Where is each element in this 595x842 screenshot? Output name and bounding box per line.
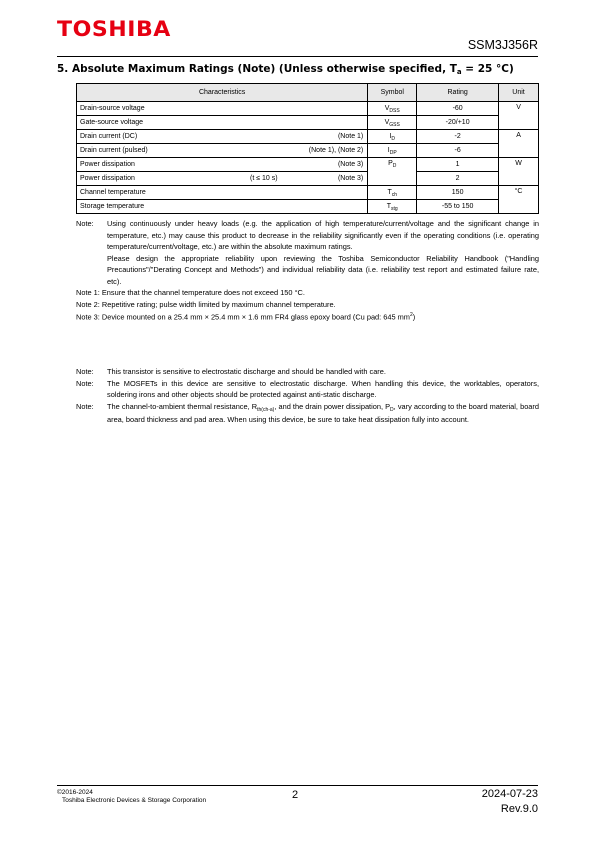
symbol-cell: $I_D$ — [368, 130, 417, 144]
note-text: Using continuously under heavy loads (e.g. the application of high temperature/current/voltage and the significant change in temperature, etc.) may cause this product to decrease in the reliability significantly even if the operating conditions (i.e. operating temperature/current/voltage, etc.) are within the absolute maximum ratings. — [107, 219, 539, 251]
characteristic-cell: Drain current (pulsed) — [80, 147, 148, 154]
note-esd — [76, 366, 539, 378]
table-row — [77, 186, 539, 200]
note-text: The MOSFETs in this device are sensitive to electrostatic discharge. When handling this device, the worktables, operators, soldering irons and other objects should be protected against anti-static discharge. — [107, 378, 539, 399]
ratings-notes — [76, 218, 539, 323]
absolute-maximum-ratings-table — [76, 83, 539, 214]
table-row — [77, 144, 539, 158]
table-row — [77, 200, 539, 214]
col-header-symbol: Symbol — [368, 84, 417, 102]
symbol-cell: $P_D$ — [368, 158, 417, 186]
note-label: Note: — [76, 378, 94, 388]
col-header-rating: Rating — [417, 84, 499, 102]
document-date: 2024-07-23 — [481, 788, 538, 800]
handling-notes — [76, 366, 539, 426]
rating-cell: -60 — [417, 102, 499, 116]
note-label: Note: — [76, 367, 94, 376]
characteristic-cell: Gate-source voltage — [80, 119, 144, 126]
note-ref: (Note 1), (Note 2) — [308, 147, 364, 154]
table-row — [77, 130, 539, 144]
note-thermal — [76, 401, 539, 426]
header-divider — [57, 56, 538, 57]
rating-cell: -6 — [417, 144, 499, 158]
table-header-row — [77, 84, 539, 102]
revision: Rev.9.0 — [500, 803, 538, 815]
symbol-cell: $I_{DP}$ — [368, 144, 417, 158]
col-header-characteristics: Characteristics — [77, 84, 368, 102]
table-row — [77, 158, 539, 172]
characteristic-cell: Drain current (DC) — [80, 133, 138, 140]
characteristic-cell: Drain-source voltage — [80, 105, 145, 112]
col-header-unit: Unit — [499, 84, 539, 102]
rating-cell: -20/+10 — [417, 116, 499, 130]
unit-cell: °C — [499, 186, 539, 214]
note-text: The channel-to-ambient thermal resistance, $R_{th(ch-a)}$, and the drain power dissipation, $P_D$, vary according to the board material, board area, board thickness and pad area. When using this device, be sure to take heat dissipation fully into account. — [107, 401, 539, 424]
copyright: ©2016-2024 — [57, 789, 93, 796]
note-ref: (Note 3) — [337, 161, 364, 168]
rating-cell: -2 — [417, 130, 499, 144]
rating-cell: 1 — [417, 158, 499, 172]
unit-cell: V — [499, 102, 539, 130]
symbol-cell: $T_{stg}$ — [368, 200, 417, 214]
section-title: 5. Absolute Maximum Ratings (Note) (Unless otherwise specified, Ta = 25 °C) — [57, 63, 514, 76]
note-1: Note 1: Ensure that the channel temperature does not exceed 150 °C. — [76, 288, 305, 297]
rating-cell: 150 — [417, 186, 499, 200]
note-general — [76, 218, 539, 253]
note-2: Note 2: Repetitive rating; pulse width limited by maximum channel temperature. — [76, 299, 336, 309]
note-text: This transistor is sensitive to electrostatic discharge and should be handled with care. — [107, 367, 386, 376]
characteristic-cell: Channel temperature — [80, 189, 146, 196]
page-number: 2 — [292, 789, 299, 801]
note-mosfet-esd — [76, 378, 539, 401]
note-3: Note 3: Device mounted on a 25.4 mm × 25.4 mm × 1.6 mm FR4 glass epoxy board (Cu pad: 645 $mm^2$) — [76, 312, 416, 322]
unit-cell: W — [499, 158, 539, 186]
symbol-cell: $V_{DSS}$ — [368, 102, 417, 116]
note-label: Note: — [76, 401, 94, 411]
characteristic-cell: Storage temperature — [80, 203, 145, 210]
note-reliability-text: Please design the appropriate reliability upon reviewing the Toshiba Semiconductor Reliability Handbook ("Handling Precautions"/"Derating Concept and Methods") and individual reliability data (i.e. reliability test report and estimated failure rate, etc). — [107, 253, 539, 286]
condition-text: (t ≤ 10 s) — [250, 175, 278, 182]
rating-cell: 2 — [417, 172, 499, 186]
note-ref: (Note 1) — [337, 133, 364, 140]
table-row — [77, 116, 539, 130]
corporation-name: Toshiba Electronic Devices & Storage Corporation — [62, 797, 207, 804]
characteristic-cell: Power dissipation — [80, 161, 135, 168]
characteristic-cell: Power dissipation — [80, 175, 135, 182]
unit-cell: A — [499, 130, 539, 158]
table-row — [77, 172, 539, 186]
rating-cell: -55 to 150 — [417, 200, 499, 214]
note-ref: (Note 3) — [337, 175, 364, 182]
table-row — [77, 102, 539, 116]
symbol-cell: $T_{ch}$ — [368, 186, 417, 200]
toshiba-logo: TOSHIBA — [57, 17, 171, 41]
part-number: SSM3J356R — [467, 38, 538, 52]
symbol-cell: $V_{GSS}$ — [368, 116, 417, 130]
footer-divider — [57, 785, 538, 786]
note-label: Note: — [76, 219, 94, 228]
